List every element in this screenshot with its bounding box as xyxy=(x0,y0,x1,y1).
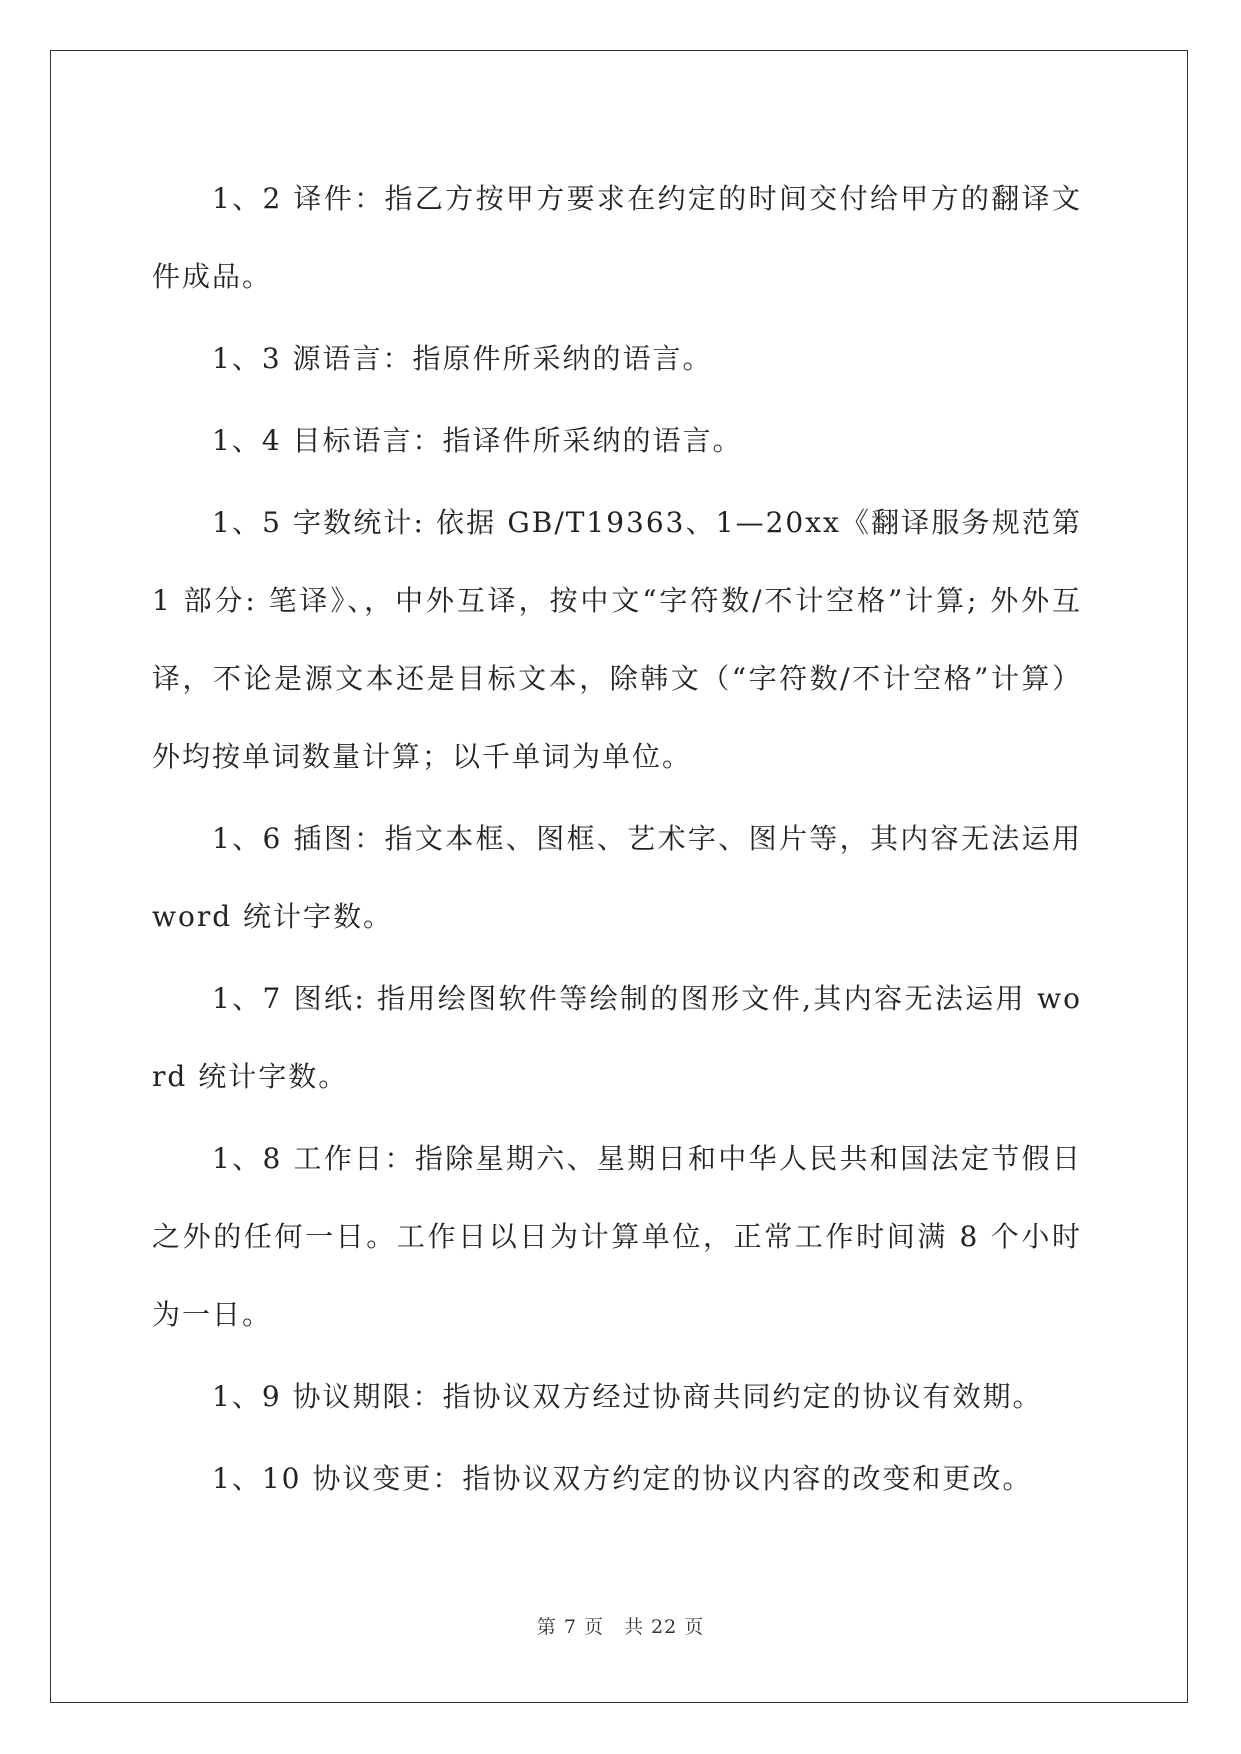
page-number: 第 7 页 xyxy=(536,1616,604,1638)
paragraph-1-6: 1、6 插图：指文本框、图框、艺术字、图片等，其内容无法运用 word 统计字数。 xyxy=(152,822,1093,933)
paragraph-1-5: 1、5 字数统计: 依据 GB/T19363、1—20xx《翻译服务规范第 1 部分: 笔译》、，中外互译，按中文“字符数/不计空格”计算; 外外互译，不论是源文本还是目标文本，除韩文（“字符数/不计空格”计算）外均按单词数量计算；以千单词为单位。 xyxy=(152,506,1093,773)
page-footer xyxy=(0,1612,1241,1639)
paragraph-1-2: 1、2 译件：指乙方按甲方要求在约定的时间交付给甲方的翻译文件成品。 xyxy=(152,182,1082,293)
page-total: 共 22 页 xyxy=(623,1616,705,1638)
paragraph-1-10: 1、10 协议变更：指协议双方约定的协议内容的改变和更改。 xyxy=(212,1462,1033,1495)
paragraph-1-9: 1、9 协议期限：指协议双方经过协商共同约定的协议有效期。 xyxy=(212,1380,1043,1413)
paragraph-1-4: 1、4 目标语言：指译件所采纳的语言。 xyxy=(212,424,743,457)
paragraph-1-7: 1、7 图纸: 指用绘图软件等绘制的图形文件,其内容无法运用 word 统计字数。 xyxy=(152,982,1082,1093)
document-body xyxy=(152,160,1093,1522)
paragraph-1-8: 1、8 工作日：指除星期六、星期日和中华人民共和国法定节假日之外的任何一日。工作日以日为计算单位，正常工作时间满 8 个小时为一日。 xyxy=(152,1142,1082,1331)
paragraph-1-3: 1、3 源语言：指原件所采纳的语言。 xyxy=(212,342,713,375)
